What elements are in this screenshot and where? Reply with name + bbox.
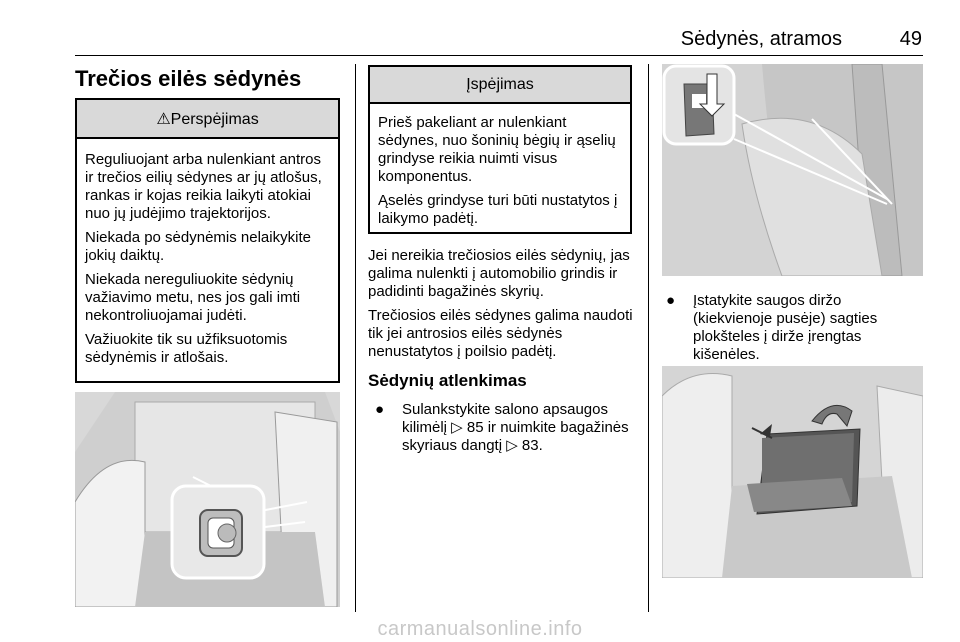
folded-seat-drawing: [662, 366, 923, 578]
column-divider: [648, 64, 649, 612]
notice-heading: Įspėjimas: [370, 67, 630, 104]
warning-paragraph: Niekada nereguliuokite sėdynių važiavimo metu, nes jos gali imti nekontroliuojamai judėti.: [85, 271, 301, 324]
bullet-item: [666, 292, 926, 372]
notice-paragraph: Prieš pakeliant ar nulenkiant sėdynes, nuo šoninių bėgių ir ąselių grindyse reikia nuimti visus komponentus.: [378, 114, 616, 185]
seat-belt-drawing: [662, 64, 923, 276]
illustration-trunk-floor: [75, 392, 340, 607]
bullet-marker: ●: [666, 292, 676, 309]
body-paragraph: Jei nereikia trečiosios eilės sėdynių, jas galima nulenkti į automobilio grindis ir padidinti bagažinės skyrių.: [368, 247, 630, 300]
bullet-marker: ●: [375, 401, 385, 418]
column-divider: [355, 64, 356, 612]
bullet-item: [375, 401, 635, 481]
warning-paragraph: Važiuokite tik su užfiksuotomis sėdynėmis ir atlošais.: [85, 331, 288, 366]
warning-paragraph: Reguliuojant arba nulenkiant antros ir trečios eilių sėdynes ar jų atlošus, rankas ir kojas reikia laikyti atokiai nuo jų judėjimo trajektorijos.: [85, 151, 322, 222]
subheading: Sėdynių atlenkimas: [368, 371, 527, 390]
trunk-floor-drawing: [75, 392, 340, 607]
notice-box: [368, 65, 632, 234]
warning-triangle-icon: ⚠: [156, 111, 171, 128]
bullet-text: Sulankstykite salono apsaugos kilimėlį ▷ 85 ir nuimkite bagažinės skyriaus dangtį ▷ 83.: [402, 401, 629, 454]
illustration-seat-belt: [662, 64, 923, 276]
bullet-text: Įstatykite saugos diržo (kiekvienoje pusėje) sagties plokšteles į diržе įrengtas kišenėles.: [693, 292, 878, 363]
section-title: Trečios eilės sėdynės: [75, 66, 302, 91]
warning-heading: ⚠Perspėjimas: [77, 100, 338, 139]
warning-paragraph: Niekada po sėdynėmis nelaikykite jokių daiktų.: [85, 229, 311, 264]
illustration-folded-seat: [662, 366, 923, 578]
notice-paragraph: Ąselės grindyse turi būti nustatytos į laikymo padėtį.: [378, 192, 618, 227]
warning-body: [77, 139, 338, 373]
running-header-title: Sėdynės, atramos: [680, 28, 842, 50]
body-text: [368, 247, 636, 367]
footer-watermark: carmanualsonline.info: [377, 618, 583, 640]
page-number: 49: [899, 28, 922, 50]
warning-box: [75, 98, 340, 383]
header-rule: [75, 55, 923, 56]
notice-body: [370, 104, 630, 234]
body-paragraph: Trečiosios eilės sėdynes galima naudoti tik jei antrosios eilės sėdynės nenustatytos į poilsio padėtį.: [368, 307, 633, 360]
